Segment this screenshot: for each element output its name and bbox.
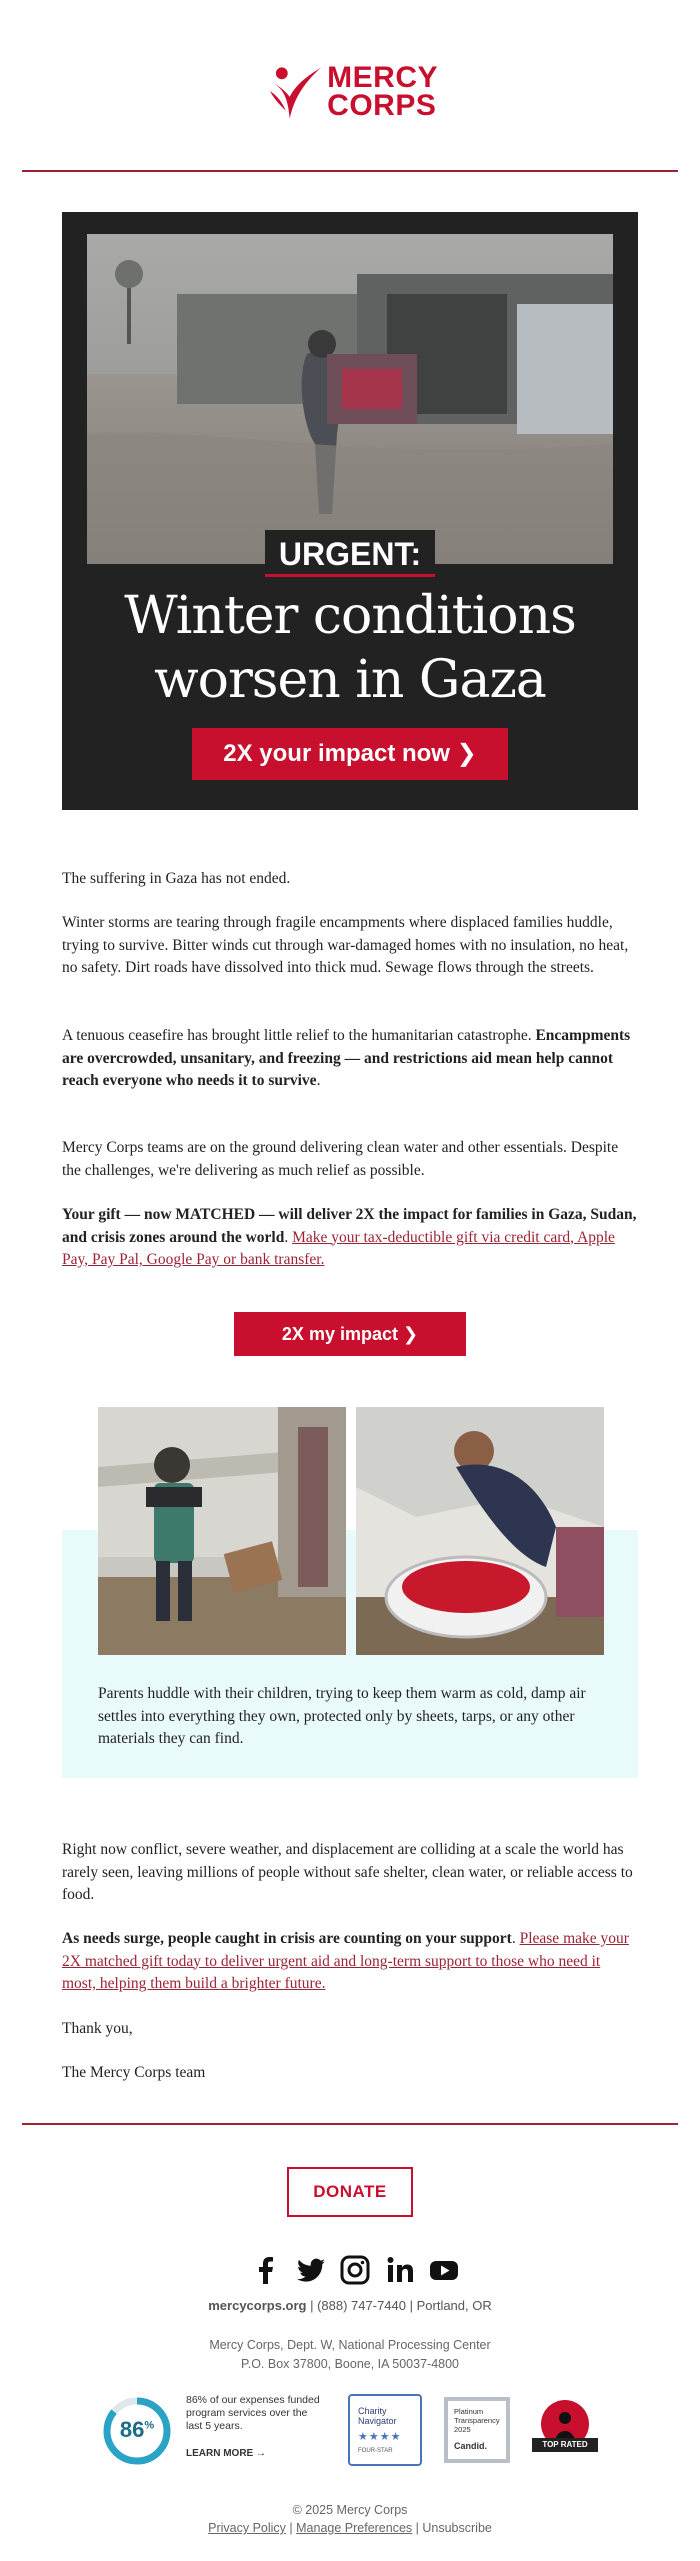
closing-signature: The Mercy Corps team <box>62 2064 206 2081</box>
address-line-2: P.O. Box 37800, Boone, IA 50037-4800 <box>241 2357 459 2371</box>
paragraph-1: The suffering in Gaza has not ended. <box>62 870 291 887</box>
charity-navigator-rating: FOUR-STAR <box>358 2448 393 2454</box>
hero-photo <box>87 234 613 564</box>
twitter-icon[interactable] <box>295 2254 327 2286</box>
instagram-icon[interactable] <box>339 2254 371 2286</box>
mailing-address <box>0 2336 700 2374</box>
charity-navigator-badge[interactable] <box>348 2394 422 2466</box>
parent-crib-photo <box>356 1407 604 1655</box>
social-links <box>250 2252 460 2288</box>
paragraph-3-plain: A tenuous ceasefire has brought little relief to the humanitarian catastrophe. <box>62 1027 532 1044</box>
paragraph-5 <box>62 1204 638 1272</box>
linkedin-icon[interactable] <box>384 2254 416 2286</box>
candid-seal-text <box>454 2407 500 2434</box>
top-divider <box>22 170 678 172</box>
top-rated-label: TOP RATED <box>532 2438 598 2452</box>
footer-sep-2: | <box>412 2521 423 2535</box>
hero-banner[interactable] <box>62 212 638 810</box>
urgent-tag: URGENT: <box>265 530 435 577</box>
charity-navigator-title-2: Navigator <box>358 2416 397 2426</box>
candid-seal-badge[interactable] <box>444 2397 510 2463</box>
logo-wordmark <box>327 61 438 122</box>
hero-headline-line-1: Winter conditions <box>124 586 576 646</box>
candid-line-3: 2025 <box>454 2425 471 2434</box>
manage-preferences-link[interactable]: Manage Preferences <box>296 2521 413 2535</box>
photo-caption: Parents huddle with their children, trying to keep them warm as cold, damp air settles into everything they own, protected only by sheets, tarps, or any other materials they can find. <box>98 1685 586 1747</box>
paragraph-5-bold: Your gift — now MATCHED — will deliver 2X the impact for families in Gaza, Sudan, and crisis zones around the world <box>62 1206 637 1246</box>
charity-navigator-title <box>358 2406 397 2426</box>
double-my-impact-button[interactable]: 2X my impact ❯ <box>234 1312 466 1356</box>
candid-line-1: Platinum <box>454 2407 484 2416</box>
closing-paragraph-2-dot: . <box>511 1930 516 1947</box>
donate-methods-link[interactable]: Make your tax-deductible gift via credit card, Apple Pay, Pay Pal, Google Pay or bank transfer. <box>62 1228 615 1268</box>
unsubscribe-link[interactable]: Unsubscribe <box>422 2521 492 2535</box>
expense-ratio-value <box>102 2417 172 2443</box>
candid-name: Candid. <box>454 2441 487 2451</box>
top-rated-badge[interactable] <box>528 2394 602 2466</box>
paragraph-3 <box>62 1025 638 1093</box>
privacy-policy-link[interactable]: Privacy Policy <box>208 2521 286 2535</box>
learn-more-link[interactable]: LEARN MORE → <box>186 2448 266 2459</box>
child-photo <box>98 1407 346 1655</box>
youtube-icon[interactable] <box>428 2254 460 2286</box>
paragraph-2: Winter storms are tearing through fragile encampments where displaced families huddle, trying to survive. Bitter winds cut through war-damaged homes with no insulation, no heat, no safety. Dirt roads have dissolved into thick mud. Sewage flows through the streets. <box>62 914 629 976</box>
footer-sep-1: | <box>285 2521 297 2535</box>
matched-gift-link[interactable]: Please make your 2X matched gift today to deliver urgent aid and long-term support to those who need it most, helping them build a brighter future. <box>62 1930 629 1992</box>
top-rated-icon <box>528 2394 602 2466</box>
stat-suffix: % <box>144 2419 155 2432</box>
website-link[interactable]: mercycorps.org <box>208 2298 307 2313</box>
stat-number: 86 <box>119 2417 145 2442</box>
donate-button[interactable]: DONATE <box>287 2167 413 2217</box>
mercy-corps-figure-icon <box>268 61 325 123</box>
footer-divider <box>22 2123 678 2125</box>
logo-line-1: MERCY <box>327 61 438 94</box>
paragraph-3-bold: Encampments are overcrowded, unsanitary, and freezing — and restrictions aid mean help cannot reach everyone who needs it to survive <box>62 1027 631 1089</box>
paragraph-3-end: . <box>316 1072 321 1089</box>
footer-links <box>0 2521 700 2535</box>
closing-paragraph-2-bold: As needs surge, people caught in crisis are counting on your support <box>62 1930 512 1947</box>
closing-paragraph-2 <box>62 1928 638 1996</box>
logo-line-2: CORPS <box>327 89 437 122</box>
mercy-corps-logo[interactable] <box>268 60 438 124</box>
hero-headline <box>62 584 638 712</box>
copyright: © 2025 Mercy Corps <box>292 2503 408 2517</box>
candid-line-2: Transparency <box>454 2416 500 2425</box>
closing-thanks: Thank you, <box>62 2020 133 2037</box>
hero-headline-line-2: worsen in Gaza <box>154 650 546 710</box>
urgent-wrap <box>62 530 638 577</box>
contact-details: | (888) 747-7440 | Portland, OR <box>306 2298 492 2313</box>
expense-ratio-text: 86% of our expenses funded program services over the last 5 years. <box>186 2394 320 2432</box>
contact-line <box>0 2298 700 2313</box>
closing-paragraph-1: Right now conflict, severe weather, and displacement are colliding at a scale the world has rarely seen, leaving millions of people without safe shelter, clean water, or reliable access to food. <box>62 1841 633 1903</box>
star-rating-icon: ★★★★ <box>358 2431 402 2443</box>
address-line-1: Mercy Corps, Dept. W, National Processing Center <box>209 2338 491 2352</box>
double-impact-button[interactable]: 2X your impact now ❯ <box>192 728 508 780</box>
charity-navigator-title-1: Charity <box>358 2406 387 2416</box>
facebook-icon[interactable] <box>250 2254 282 2286</box>
paragraph-4: Mercy Corps teams are on the ground delivering clean water and other essentials. Despite the challenges, we're delivering as much relief as possible. <box>62 1139 619 1179</box>
paragraph-5-dot: . <box>284 1228 293 1246</box>
